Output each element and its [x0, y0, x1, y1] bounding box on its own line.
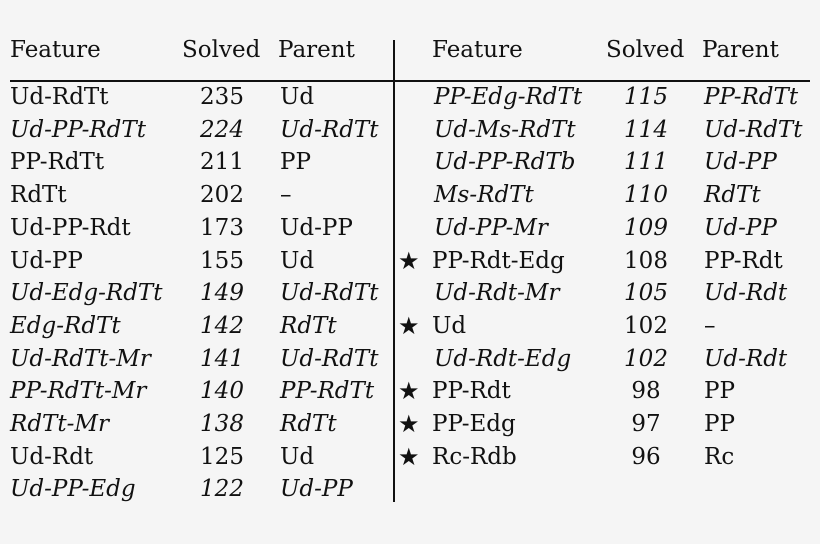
left-feature-cell: Edg-RdTt — [10, 312, 121, 339]
left-feature-cell: Ud-Edg-RdTt — [10, 280, 163, 307]
right-parent-cell: Ud-Rdt — [704, 345, 788, 372]
left-solved-cell: 202 — [200, 182, 244, 209]
left-feature-cell: Ud-PP — [10, 247, 83, 274]
left-feature-cell: Ud-PP-RdTt — [10, 116, 146, 143]
right-parent-cell: Ud-Rdt — [704, 280, 788, 307]
right-parent-cell: – — [704, 312, 716, 339]
column-divider — [393, 40, 395, 502]
right-solved-cell: 102 — [624, 312, 668, 339]
left-solved-cell: 149 — [200, 280, 244, 307]
right-feature-cell: PP-Edg-RdTt — [434, 84, 583, 110]
left-feature-cell: RdTt — [10, 182, 67, 209]
left-parent-cell: PP — [280, 149, 311, 176]
right-feature-cell: Ud-Ms-RdTt — [434, 116, 576, 143]
right-header-feature: Feature — [432, 37, 523, 63]
right-solved-cell: 109 — [624, 214, 668, 241]
right-parent-cell: RdTt — [704, 182, 761, 209]
right-parent-cell: PP-Rdt — [704, 247, 783, 274]
right-feature-cell: PP-Rdt — [432, 378, 511, 405]
left-parent-cell: RdTt — [280, 312, 337, 339]
right-solved-cell: 108 — [624, 247, 668, 274]
right-solved-cell: 110 — [624, 182, 668, 209]
right-feature-cell: Rc-Rdb — [432, 443, 517, 470]
star-icon: ★ — [398, 410, 420, 438]
right-feature-cell: Ms-RdTt — [434, 182, 534, 209]
left-parent-cell: Ud-PP — [280, 214, 353, 241]
left-parent-cell: Ud — [280, 247, 315, 274]
left-parent-cell: Ud-PP — [280, 476, 353, 503]
right-header-parent: Parent — [702, 37, 779, 63]
left-solved-cell: 173 — [200, 214, 244, 241]
right-parent-cell: Ud-RdTt — [704, 116, 803, 143]
right-parent-cell: Ud-PP — [704, 214, 777, 241]
right-solved-cell: 114 — [624, 116, 668, 143]
left-parent-cell: Ud-RdTt — [280, 116, 379, 143]
left-feature-cell: PP-RdTt-Mr — [10, 378, 147, 405]
right-solved-cell: 102 — [624, 345, 668, 372]
left-solved-cell: 122 — [200, 476, 244, 503]
left-feature-cell: Ud-PP-Rdt — [10, 214, 131, 241]
left-solved-cell: 235 — [200, 84, 244, 110]
left-solved-cell: 125 — [200, 443, 244, 470]
left-solved-cell: 211 — [200, 149, 244, 176]
left-feature-cell: Ud-Rdt — [10, 443, 94, 470]
left-parent-cell: Ud — [280, 84, 315, 110]
right-solved-cell: 105 — [624, 280, 668, 307]
star-icon: ★ — [398, 442, 420, 471]
right-feature-cell: Ud-PP-RdTb — [434, 149, 576, 176]
right-parent-cell: PP — [704, 378, 735, 405]
left-header-feature: Feature — [10, 37, 101, 63]
left-feature-cell: Ud-PP-Edg — [10, 476, 136, 503]
right-header-solved: Solved — [606, 37, 685, 63]
right-solved-cell: 97 — [631, 411, 661, 437]
right-feature-cell: Ud-Rdt-Edg — [434, 345, 572, 372]
left-parent-cell: RdTt — [280, 411, 337, 437]
left-solved-cell: 155 — [200, 247, 244, 274]
right-feature-cell: PP-Rdt-Edg — [432, 247, 565, 274]
right-solved-cell: 111 — [624, 149, 668, 176]
left-parent-cell: – — [280, 182, 292, 209]
right-solved-cell: 96 — [631, 443, 661, 470]
right-solved-cell: 115 — [624, 84, 668, 110]
left-parent-cell: PP-RdTt — [280, 378, 375, 405]
left-feature-cell: Ud-RdTt-Mr — [10, 345, 151, 372]
header-rule — [10, 80, 810, 82]
left-parent-cell: Ud — [280, 443, 315, 470]
star-icon: ★ — [398, 311, 420, 340]
left-feature-cell: PP-RdTt — [10, 149, 105, 176]
right-feature-cell: Ud-Rdt-Mr — [434, 280, 560, 307]
left-header-solved: Solved — [182, 37, 261, 63]
left-feature-cell: RdTt-Mr — [10, 411, 109, 437]
star-icon: ★ — [398, 377, 420, 406]
right-parent-cell: Ud-PP — [704, 149, 777, 176]
right-solved-cell: 98 — [631, 378, 661, 405]
star-icon: ★ — [398, 246, 420, 275]
right-feature-cell: Ud — [432, 312, 467, 339]
left-parent-cell: Ud-RdTt — [280, 280, 379, 307]
left-solved-cell: 224 — [200, 116, 244, 143]
left-solved-cell: 140 — [200, 378, 244, 405]
right-feature-cell: Ud-PP-Mr — [434, 214, 548, 241]
right-parent-cell: PP-RdTt — [704, 84, 799, 110]
left-solved-cell: 138 — [200, 411, 244, 437]
left-solved-cell: 141 — [200, 345, 244, 372]
left-header-parent: Parent — [278, 37, 355, 63]
right-parent-cell: PP — [704, 411, 735, 437]
left-parent-cell: Ud-RdTt — [280, 345, 379, 372]
right-feature-cell: PP-Edg — [432, 411, 516, 437]
left-solved-cell: 142 — [200, 312, 244, 339]
right-parent-cell: Rc — [704, 443, 735, 470]
left-feature-cell: Ud-RdTt — [10, 84, 109, 110]
